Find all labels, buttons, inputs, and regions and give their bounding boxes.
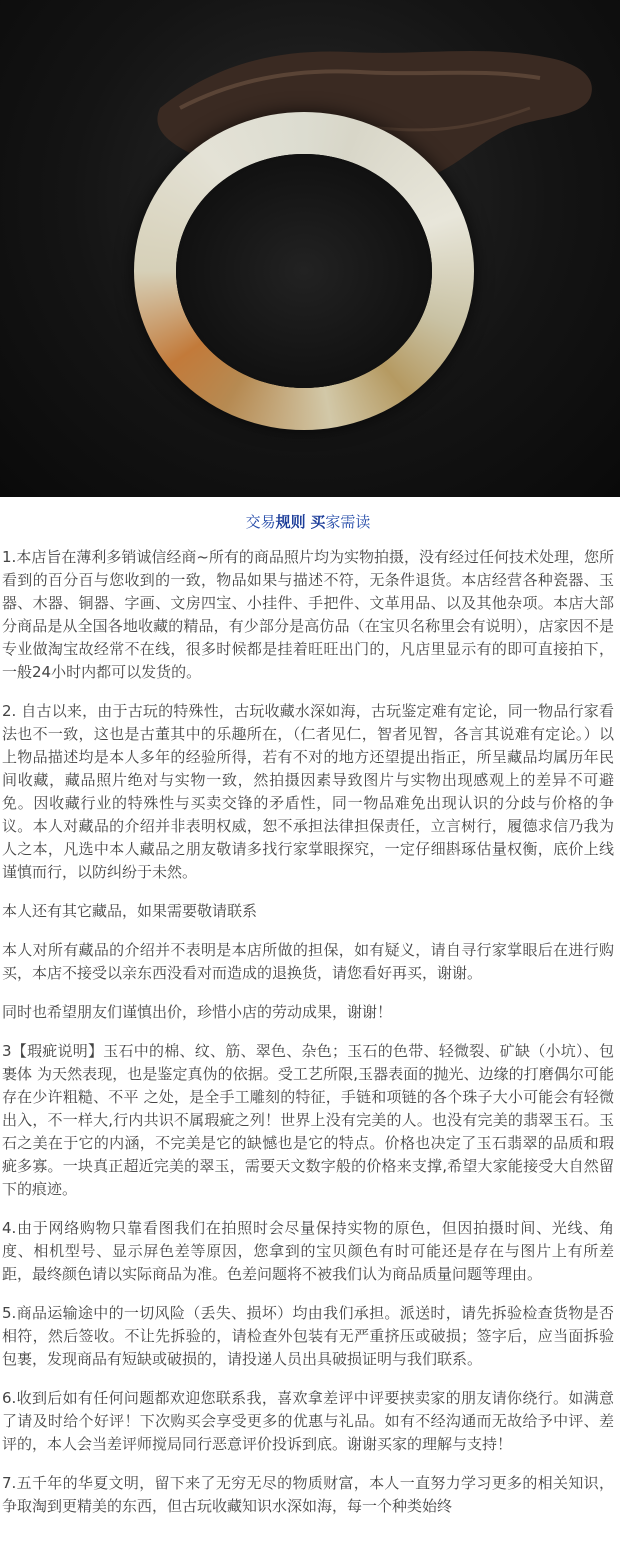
title-part2: 规则 — [275, 513, 306, 531]
product-photo — [0, 0, 620, 497]
rule-3-flaws: 3【瑕疵说明】玉石中的棉、纹、筋、翠色、杂色；玉石的色带、轻微裂、矿缺（小坑）、包裹体 为天然表现，也是鉴定真伪的依据。受工艺所限,玉器表面的抛光、边缘的打磨偶尔可能存在少许粗糙、不平 之处，是全手工雕刻的特征，手链和项链的各个珠子大小可能会有轻微出入，不一样大,行内共识不属瑕疵之列！世界上没有完美的人。也没有完美的翡翠玉石。玉石之美在于它的内涵，不完美是它的缺憾也是它的特点。价格也决定了玉石翡翠的品质和瑕疵多寡。一块真正超近完美的翠玉，需要天文数字般的价格来支撑,希望大家能接受大自然留下的痕迹。 — [2, 1042, 614, 1198]
title-part1: 交易 — [245, 513, 276, 531]
bangle-center — [176, 154, 432, 388]
title-part4: 家需读 — [325, 513, 371, 531]
title-part3: 买 — [310, 513, 326, 531]
rule-2: 2. 自古以来，由于古玩的特殊性，古玩收藏水深如海，古玩鉴定难有定论，同一物品行家看法也不一致，这也是古董其中的乐趣所在，（仁者见仁，智者见智，各言其说难有定论。）以上物品描述均是本人多年的经验所得，若有不对的地方还望提出指正，所呈藏品均属历年民间收藏，藏品照片绝对与实物一致，然拍摄因素导致图片与实物出现感观上的差异不可避免。因收藏行业的特殊性与买卖交锋的矛盾性，同一物品难免出现认识的分歧与价格的争议。本人对藏品的介绍并非表明权威，恕不承担法律担保责任，立言树行，履德求信乃我为人之本，凡选中本人藏品之朋友敬请多找行家掌眼探究，一定仔细斟琢估量权衡，底价上线谨慎而行，以防纠纷于未然。 — [2, 702, 614, 881]
rule-6-feedback: 6.收到后如有任何问题都欢迎您联系我，喜欢拿差评中评要挟卖家的朋友请你绕行。如满意了请及时给个好评！下次购买会享受更多的优惠与礼品。如有不经沟通而无故给予中评、差评的，本人会当差评师搅局同行恶意评价投诉到底。谢谢买家的理解与支持！ — [2, 1389, 614, 1453]
no-guarantee-note: 本人对所有藏品的介绍并不表明是本店所做的担保，如有疑义，请自寻行家掌眼后在进行购买，本店不接受以亲东西没看对而造成的退换货，请您看好再买，谢谢。 — [2, 941, 614, 982]
other-items-note: 本人还有其它藏品，如果需要敬请联系 — [2, 902, 258, 920]
policy-section — [0, 511, 620, 1518]
bid-carefully-note: 同时也希望朋友们谨慎出价，珍惜小店的劳动成果，谢谢！ — [2, 1003, 393, 1021]
notice-title — [2, 511, 614, 532]
rule-4-color: 4.由于网络购物只靠看图我们在拍照时会尽量保持实物的原色，但因拍摄时间、光线、角度、相机型号、显示屏色差等原因，您拿到的宝贝颜色有时可能还是存在与图片上有所差距，最终颜色请以实际商品为准。色差问题将不被我们认为商品质量问题等理由。 — [2, 1219, 614, 1283]
rule-7-culture: 7.五千年的华夏文明，留下来了无穷无尽的物质财富，本人一直努力学习更多的相关知识，争取淘到更精美的东西，但古玩收藏知识水深如海，每一个种类始终 — [2, 1474, 614, 1515]
rule-5-shipping: 5.商品运输途中的一切风险（丢失、损坏）均由我们承担。派送时，请先拆验检查货物是否相符，然后签收。不让先拆验的，请检查外包装有无严重挤压或破损；签字后，应当面拆验包裹，发现商品有短缺或破损的，请投递人员出具破损证明与我们联系。 — [2, 1304, 614, 1368]
rule-1: 1.本店旨在薄利多销诚信经商~所有的商品照片均为实物拍摄，没有经过任何技术处理，您所看到的百分百与您收到的一致，物品如果与描述不符，无条件退货。本店经营各种瓷器、玉器、木器、铜器、字画、文房四宝、小挂件、手把件、文革用品、以及其他杂项。本店大部分商品是从全国各地收藏的精品，有少部分是高仿品（在宝贝名称里会有说明），店家因不是专业做淘宝故经常不在线，很多时候都是挂着旺旺出门的，凡店里显示有的即可直接拍下，一般24小时内都可以发货的。 — [2, 548, 614, 681]
